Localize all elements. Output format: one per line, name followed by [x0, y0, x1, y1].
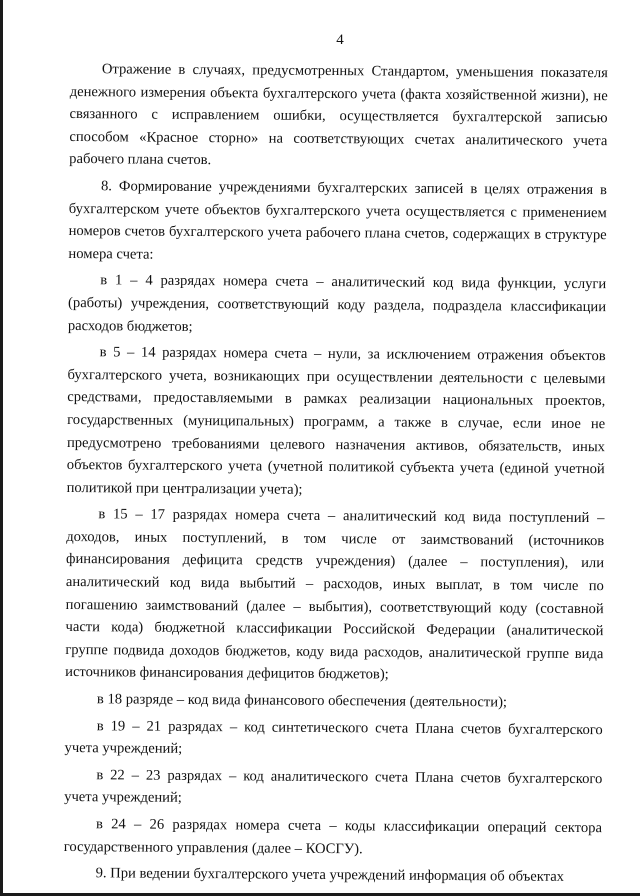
- page-number: 4: [336, 32, 344, 48]
- paragraph-digits-1-4: в 1 – 4 разрядах номера счета – аналитический код вида функции, услуги (работы) учреждения, соответствующий коду раздела, подраздела классификации расходов бюджетов;: [67, 272, 607, 335]
- paragraph-red-storno: Отражение в случаях, предусмотренных Стандартом, уменьшения показателя денежного измерения объекта бухгалтерского учета (факта хозяйственной жизни), не связанного с исправлением ошибки, осуществляется бухгалтерской записью способом «Красное сторно» на соответствующих счетах аналитического учета рабочего плана счетов.: [69, 61, 608, 169]
- paragraph-digits-19-21: в 19 – 21 разрядах – код синтетического счета Плана счетов бухгалтерского учета учреждений;: [64, 717, 603, 758]
- paragraph-digits-24-26: в 24 – 26 разрядах номера счета – коды классификации операций сектора государственного управления (далее – КОСГУ).: [63, 816, 603, 857]
- paragraph-clause-9: 9. При ведении бухгалтерского учета учреждений информация об объектах: [95, 865, 565, 886]
- paragraph-digit-18: в 18 разряде – код вида финансового обеспечения (деятельности);: [96, 691, 508, 711]
- paragraph-digits-5-14: в 5 – 14 разрядах номера счета – нули, за исключением отражения объектов бухгалтерского учета, возникающих при осуществлении деятельности с целевыми средствами, предоставляемыми в рамках реализации национальных проектов, государственных (муниципальных) программ, а также в случае, если иное не предусмотрено требованиями целевого назначения активов, обязательств, иных объектов бухгалтерского учета (учетной политикой субъекта учета (единой учетной политикой при централизации учета);: [66, 344, 606, 498]
- paragraph-digits-22-23: в 22 – 23 разрядах – код аналитического счета Плана счетов бухгалтерского учета учреждений;: [64, 767, 603, 807]
- paragraph-clause-8: 8. Формирование учреждениями бухгалтерских записей в целях отражения в бухгалтерском учете объектов бухгалтерского учета осуществляется с применением номеров счетов бухгалтерского учета рабочего плана счетов, содержащих в структуре номера счета:: [68, 178, 608, 263]
- paragraph-digits-15-17: в 15 – 17 разрядах номера счета – аналитический код вида поступлений – доходов, иных поступлений, в том числе от заимствований (источников финансирования дефицита средств учреждения) (далее – поступления), или аналитический код вида выбытий – расходов, иных выплат, в том числе по погашению заимствований (далее – выбытия), соответствующий коду (составной части кода) бюджетной классификации Российской Федерации (аналитической группе подвида доходов бюджетов, коду вида расходов, аналитической группе вида источников финансирования дефицитов бюджетов);: [65, 506, 605, 683]
- document-body: [64, 58, 608, 889]
